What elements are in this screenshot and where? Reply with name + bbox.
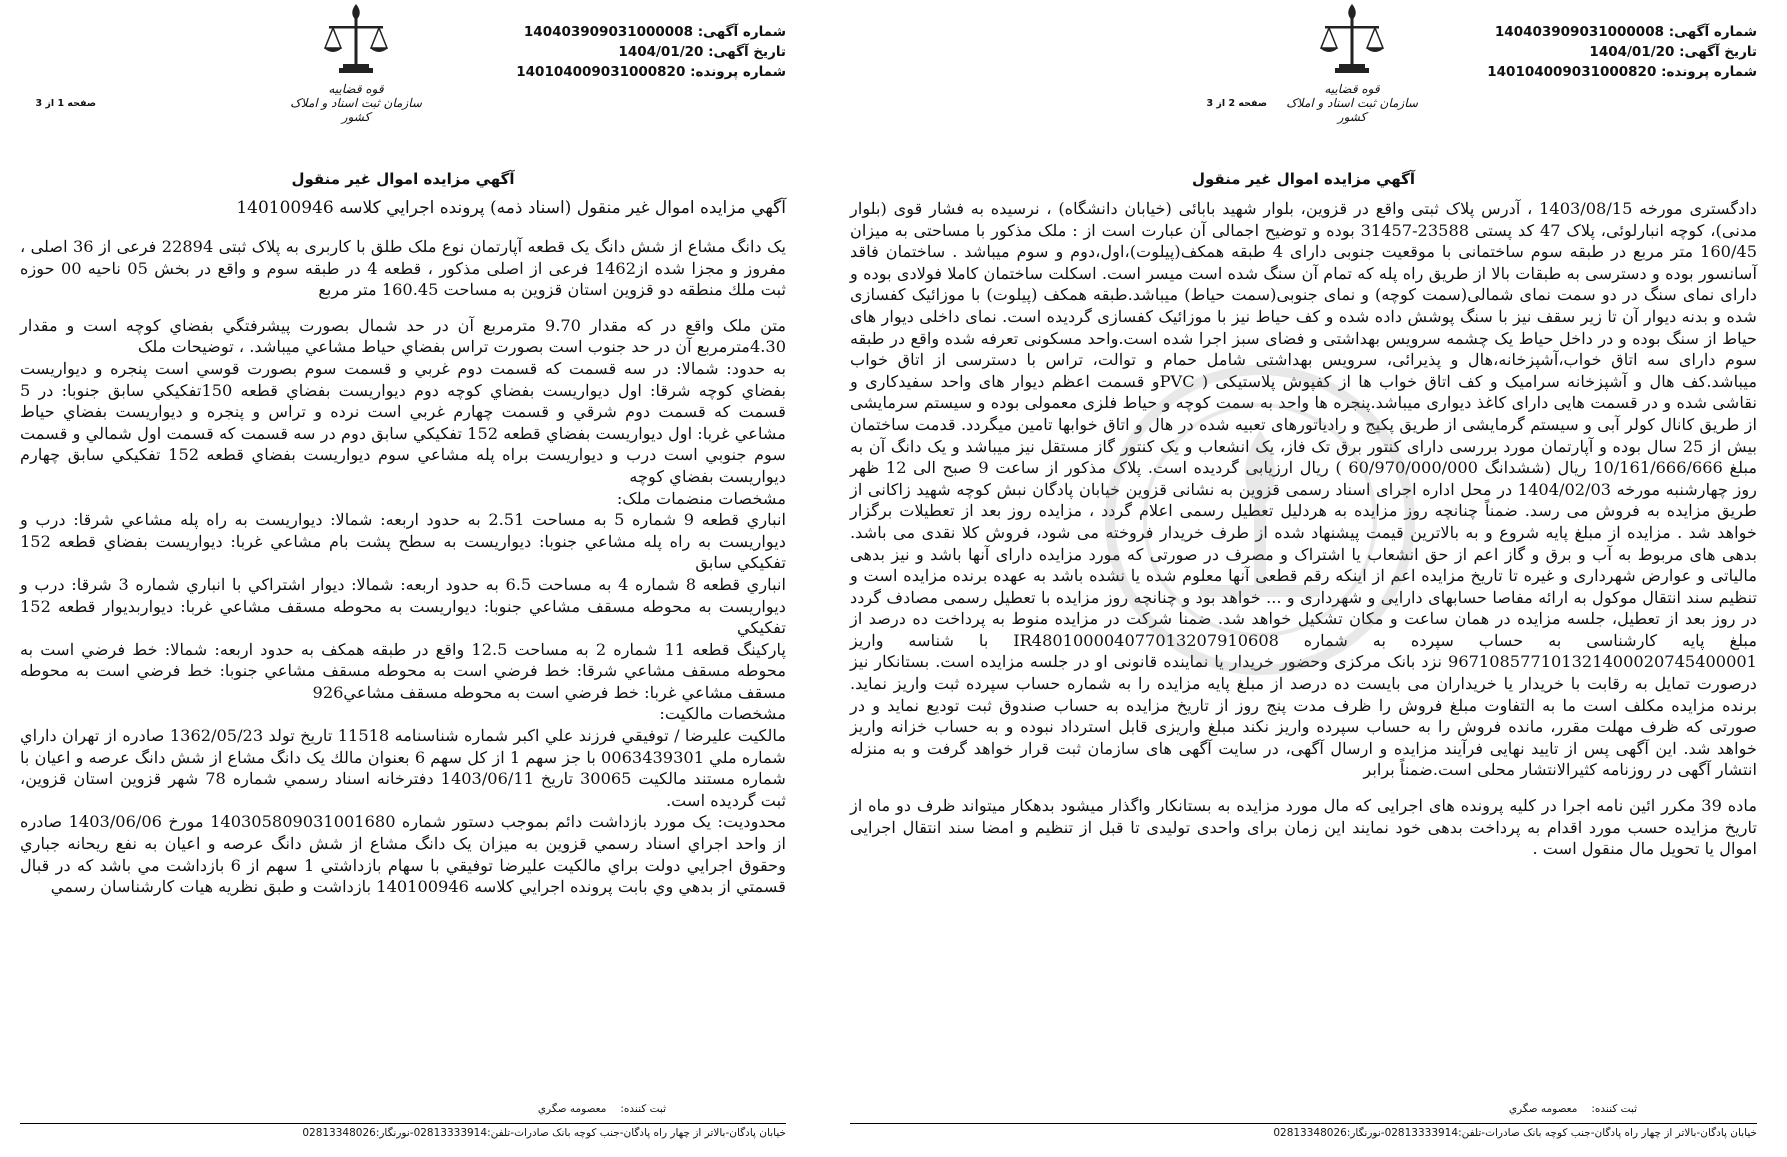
storage-unit-9: انباري قطعه 9 شماره 5 به مساحت 2.51 به حدود اربعه: شمالا: ديواريست به راه پله مشاعي شرقا: درب و ديواريست به راه پله مشاعي جنوبا: ديواريست به سطح پشت بام مشاعي غربا: ديواريست بفضاي قطعه 152 تفكيكي سابق	[20, 510, 786, 573]
notice-body	[850, 198, 1757, 860]
signer-name: معصومه صگري	[1508, 1103, 1578, 1115]
signer-name: معصومه صگري	[537, 1103, 607, 1115]
ad-date: 1404/01/20	[1589, 44, 1675, 60]
office-address: خیابان پادگان-بالاتر از چهار راه پادگان-جنب کوچه بانک صادرات-تلفن:02813333914-نورنگار:02813348026	[850, 1123, 1757, 1139]
notice-meta	[1487, 22, 1757, 82]
judiciary-emblem	[281, 0, 431, 130]
ad-date-label: تاریخ آگهی:	[1679, 44, 1757, 60]
file-number-label: شماره پرونده:	[690, 64, 786, 80]
notice-subtitle: آگهي مزايده اموال غير منقول (اسناد ذمه) پرونده اجرايي كلاسه 140100946	[236, 198, 786, 218]
ad-date-label: تاریخ آگهی:	[708, 44, 786, 60]
ownership-heading: مشخصات مالکیت:	[659, 704, 786, 724]
auction-conditions: دادگستری مورخه 1403/08/15 ، آدرس پلاک ثبتی واقع در قزوین، بلوار شهید بابائی (خیابان دانشگاه) ، نرسیده به فشار قوی (بلوار مدنی)، کوچه انبارلوئی، پلاک 47 کد پستی 23588-31457 بوده و توضیح اجمالی آن عبارت است از : ملک مذکور با مساحتی به میزان 160/45 متر مربع در طبقه سوم ساختمانی با موقعیت جنوبی دارای 4 طبقه همکف(پیلوت)،اول،دوم و سوم میباشد . ساختمان فاقد آسانسور بوده و دسترسی به طبقات بالا از طریق راه پله که تمام آن سنگ شده است میسر است. اسکلت ساختمان کاملا فولادی بوده و دارای نمای سنگ در دو سمت نمای شمالی(سمت کوچه) و نمای جنوبی(سمت حیاط) میباشد.طبقه همکف (پیلوت) با موزائیک کفسازی شده و بدنه دیوار آن تا زیر سقف نیز با سنگ پوشش داده شده و کف حیاط نیز با موزائیک کفسازی گردیده است. نمای داخلی دیوار های حیاط از سنگ بوده و در داخل حیاط یک چشمه سرویس بهداشتی و فضای سبز اجرا شده است.واحد مسکونی تعرفه شده واقع در طبقه سوم دارای سه اتاق خواب،آشپزخانه،هال و پذیرائی، سرویس بهداشتی شامل حمام و توالت، تراس با دسترسی از اتاق خواب میباشد.کف هال و آشپزخانه سرامیک و کف اتاق خواب ها از کفپوش پلاستیکی ( PVCو قسمت اعظم دیوار های واحد سفیدکاری و نقاشی شده و در قسمت هایی دارای کاغذ دیواری میباشد.پنجره ها واحد به سمت کوچه و حیاط فلزی معمولی بوده و سیستم سرمایشی از طریق کانال کولر آبی و سیستم گرمایشی از طریق پکیج و رادیاتورهای تعبیه شده در هال و اتاق خوابها تامین میگردد. قدمت ساختمان بیش از 25 سال بوده و آپارتمان مورد بررسی دارای کنتور برق تک فاز، یک انشعاب و یک کنتور گاز مستقل نیز میباشد و یک دانگ آن به مبلغ 10/161/666/666 ریال (ششدانگ 60/970/000/000 ) ریال ارزیابی گردیده است. پلاک مذکور از ساعت 9 صبح الی 12 ظهر روز چهارشنبه مورخه 1404/02/03 در محل اداره اجرای اسناد رسمی قزوین به نشانی قزوین خیابان پادگان نبش کوچه شهید زاکانی از طریق مزایده به فروش می رسد. ضمناً چنانچه روز مزایده به هردلیل تعطیل رسمی اعلام گردد ، مزایده روز بعد از تعطیلات برگزار خواهد شد . مزایده از مبلغ پایه شروع و به بالاترین قیمت پیشنهاد شده از طرف خریدار فروخته می شود، فروش کلا نقدی می باشد. بدهی های مربوط به آب و برق و گاز اعم از حق انشعاب یا اشتراک و مصرف در صورتی که مورد مزایده دارای آنها باشد و نیز بدهی مالیاتی و عوارض شهرداری و غیره تا تاریخ مزایده اعم از اینکه رقم قطعی آنها معلوم شده یا نشده باشد به عهده برنده مزایده است و تنظیم سند انتقال موکول به ارائه مفاصا حسابهای دارایی و شهرداری و ... خواهد بود و چنانچه روز مزایده با تعطیل رسمی مصادف گردد در روز بعد از تعطیل، جلسه مزایده در همان ساعت و مکان تشکیل خواهد شد. ضمنا شرکت در مزایده منوط به پرداخت ده درصد از مبلغ پایه کارشناسی به حساب سپرده به شماره IR480100004077013207910608 با شناسه واریز 967108577101321400020745400001 نزد بانک مرکزی وحضور خریدار یا نماینده قانونی او در جلسه مزایده است. بستانکار نیز درصورت تمایل به رقابت با خریدار یا خریداران می بایست ده درصد از مبلغ پایه مزایده را به شماره حساب سپرده ثبت واریز نماید. برنده مزایده مکلف است ما به التفاوت مبلغ فروش را ظرف مدت پنج روز از تاریخ مزایده به حساب صندوق ثبت تودیع نماید و در صورتی که ظرف مهلت مقرر، مانده فروش را به حساب سپرده واریز نکند مبلغ واریزی قابل استرداد نبوده و به حساب خزانه واریز خواهد شد. این آگهی پس از تایید نهایی فرآیند مزایده و ارسال آگهی، در سایت آگهی های سازمان ثبت قرار خواهد گرفت و به منزله انتشار آگهی در روزنامه کثیرالانتشار محلی است.ضمناً برابر	[850, 199, 1758, 780]
appurtenances-heading: مشخصات منضمات ملک:	[616, 488, 786, 508]
page-header	[850, 0, 1757, 170]
judiciary-caption: قوه قضاییه	[1324, 82, 1380, 96]
parking-unit-11: پاركينگ قطعه 11 شماره 2 به مساحت 12.5 واقع در طبقه همكف به حدود اربعه: شمالا: خط فرضي است به محوطه مسقف مشاعي شرقا: خط فرضي است به محوطه مسقف مشاعي جنوبا: خط فرضي است به محوطه مسقف مشاعي غربا: خط فرضي است به محوطه مسقف مشاعي926	[20, 639, 786, 702]
judiciary-caption: قوه قضاییه	[328, 82, 384, 96]
file-number: 140104009031000820	[516, 64, 686, 80]
ad-number: 140403909031000008	[523, 24, 693, 40]
document-page-1	[0, 0, 820, 1157]
notice-title: آگهي مزايده اموال غير منقول	[291, 170, 515, 188]
article-39-note: ماده 39 مکرر ائین نامه اجرا در کلیه پرونده های اجرایی که مال مورد مزایده به بستانکار واگذار میشود بدهکار میتواند ظرف دو ماه از تاریخ مزایده حسب مورد اقدام به پرداخت بدهی خود نمایند این زمان برای واحدی تولیدی تا قبل از تنظیم و امضا سند انتقال اجرایی اموال یا تحویل مال منقول است .	[850, 796, 1757, 859]
registration-org-caption: سازمان ثبت اسناد و املاک کشور	[1286, 96, 1418, 124]
notice-body	[20, 236, 786, 898]
registration-org-caption: سازمان ثبت اسناد و املاک کشور	[290, 96, 422, 124]
judiciary-emblem	[1277, 0, 1427, 130]
signer-label: ثبت کننده:	[620, 1103, 666, 1115]
page-footer	[20, 1103, 786, 1139]
signer-label: ثبت کننده:	[1591, 1103, 1637, 1115]
ad-number-label: شماره آگهی:	[1668, 24, 1757, 40]
ad-number: 140403909031000008	[1494, 24, 1664, 40]
page-footer	[850, 1103, 1757, 1139]
document-page-2	[820, 0, 1787, 1157]
page-header	[20, 0, 786, 170]
ad-date: 1404/01/20	[618, 44, 704, 60]
notice-meta	[516, 22, 786, 82]
notice-title: آگهي مزايده اموال غير منقول	[1191, 170, 1416, 188]
ownership-details: مالکيت عليرضا / توفيقي فرزند علي اكبر شماره شناسنامه 11518 تاريخ تولد 1362/05/23 صادره از تهران داراي شماره ملي 0063439301 با جز سهم 1 از كل سهم 6 بعنوان مالك يک دانگ مشاع از شش دانگ عرصه و اعيان با شماره مستند مالکيت 30065 تاريخ 1403/06/11 دفترخانه اسناد رسمي شماره 78 شهر قزوين استان قزوين، ثبت گرديده است.	[20, 726, 786, 810]
scales-of-justice-icon	[1317, 0, 1387, 80]
restriction-details: محدودیت: يک مورد بازداشت دائم بموجب دستور شماره 140305809031001680 مورخ 1403/06/06 صادره از واحد اجراي اسناد رسمي قزوين به ميزان يک دانگ مشاع از شش دانگ عرصه و اعيان به نفع ريحانه جباري وحقوق اجرايي دولت براي مالكيت عليرضا توفيقي با سهام بازداشتي 1 سهم از 6 بازداشت مي باشد كه در قبال قسمتي از بدهي وي بابت پرونده اجرايي كلاسه 140100946 بازداشت و طبق نظريه هيات كارشناسان رسمي	[20, 812, 787, 897]
file-number: 140104009031000820	[1487, 64, 1657, 80]
property-boundaries: به حدود: شمالا: در سه قسمت كه قسمت دوم غربي و قسمت سوم بصورت قوسي است پنجره و ديواريست بفضاي کوچه شرقا: اول ديواريست بفضاي کوچه دوم ديواريست بفضاي قطعه 150تفكيكي سابق جنوبا: در 5 قسمت كه قسمت دوم شرقي و قسمت چهارم غربي است نرده و تراس و پنجره و ديواريست بفضاي حياط مشاعي غربا: اول ديواريست بفضاي قطعه 152 تفكيكي سابق دوم در سه قسمت كه قسمت اول شمالي و قسمت سوم جنوبي است درب و ديواريست براه پله مشاعي سوم ديواريست بفضاي قطعه 152 تفكيكي سابق چهارم ديواريست بفضاي كوچه	[20, 358, 786, 486]
page-number: صفحه 1 از 3	[35, 98, 96, 109]
office-address: خیابان پادگان-بالاتر از چهار راه پادگان-جنب کوچه بانک صادرات-تلفن:02813333914-نورنگار:02813348026	[20, 1123, 786, 1139]
property-description: يک دانگ مشاع از شش دانگ يک قطعه آپارتمان نوع ملک طلق با کاربری به پلاک ثبتی 22894 فرعی از 36 اصلی ، مفروز و مجزا شده از1462 فرعی از اصلی مذکور ، قطعه 4 در طبقه سوم و واقع در بخش 05 ناحیه 00 حوزه ثبت ملك منطقه دو قزوين استان قزوين به مساحت 160.45 متر مربع	[20, 237, 786, 300]
storage-unit-8: انباري قطعه 8 شماره 4 به مساحت 6.5 به حدود اربعه: شمالا: ديوار اشتراكي با انباري شماره 3 شرقا: درب و ديواريست به محوطه مسقف مشاعي جنوبا: ديواريست به محوطه مسقف مشاعي غربا: ديواربديوار قطعه 152 تفكيكي	[20, 574, 786, 638]
page-number: صفحه 2 از 3	[1206, 98, 1267, 109]
property-text: متن ملک واقع در که مقدار 9.70 مترمربع آن در حد شمال بصورت پيشرفتگي بفضاي کوچه است و مقدار 4.30مترمربع آن در حد جنوب است بصورت تراس بفضاي حياط مشاعي ميباشد. ، توضیحات ملک	[20, 315, 786, 357]
scales-of-justice-icon	[321, 0, 391, 80]
file-number-label: شماره پرونده:	[1661, 64, 1757, 80]
ad-number-label: شماره آگهی:	[697, 24, 786, 40]
